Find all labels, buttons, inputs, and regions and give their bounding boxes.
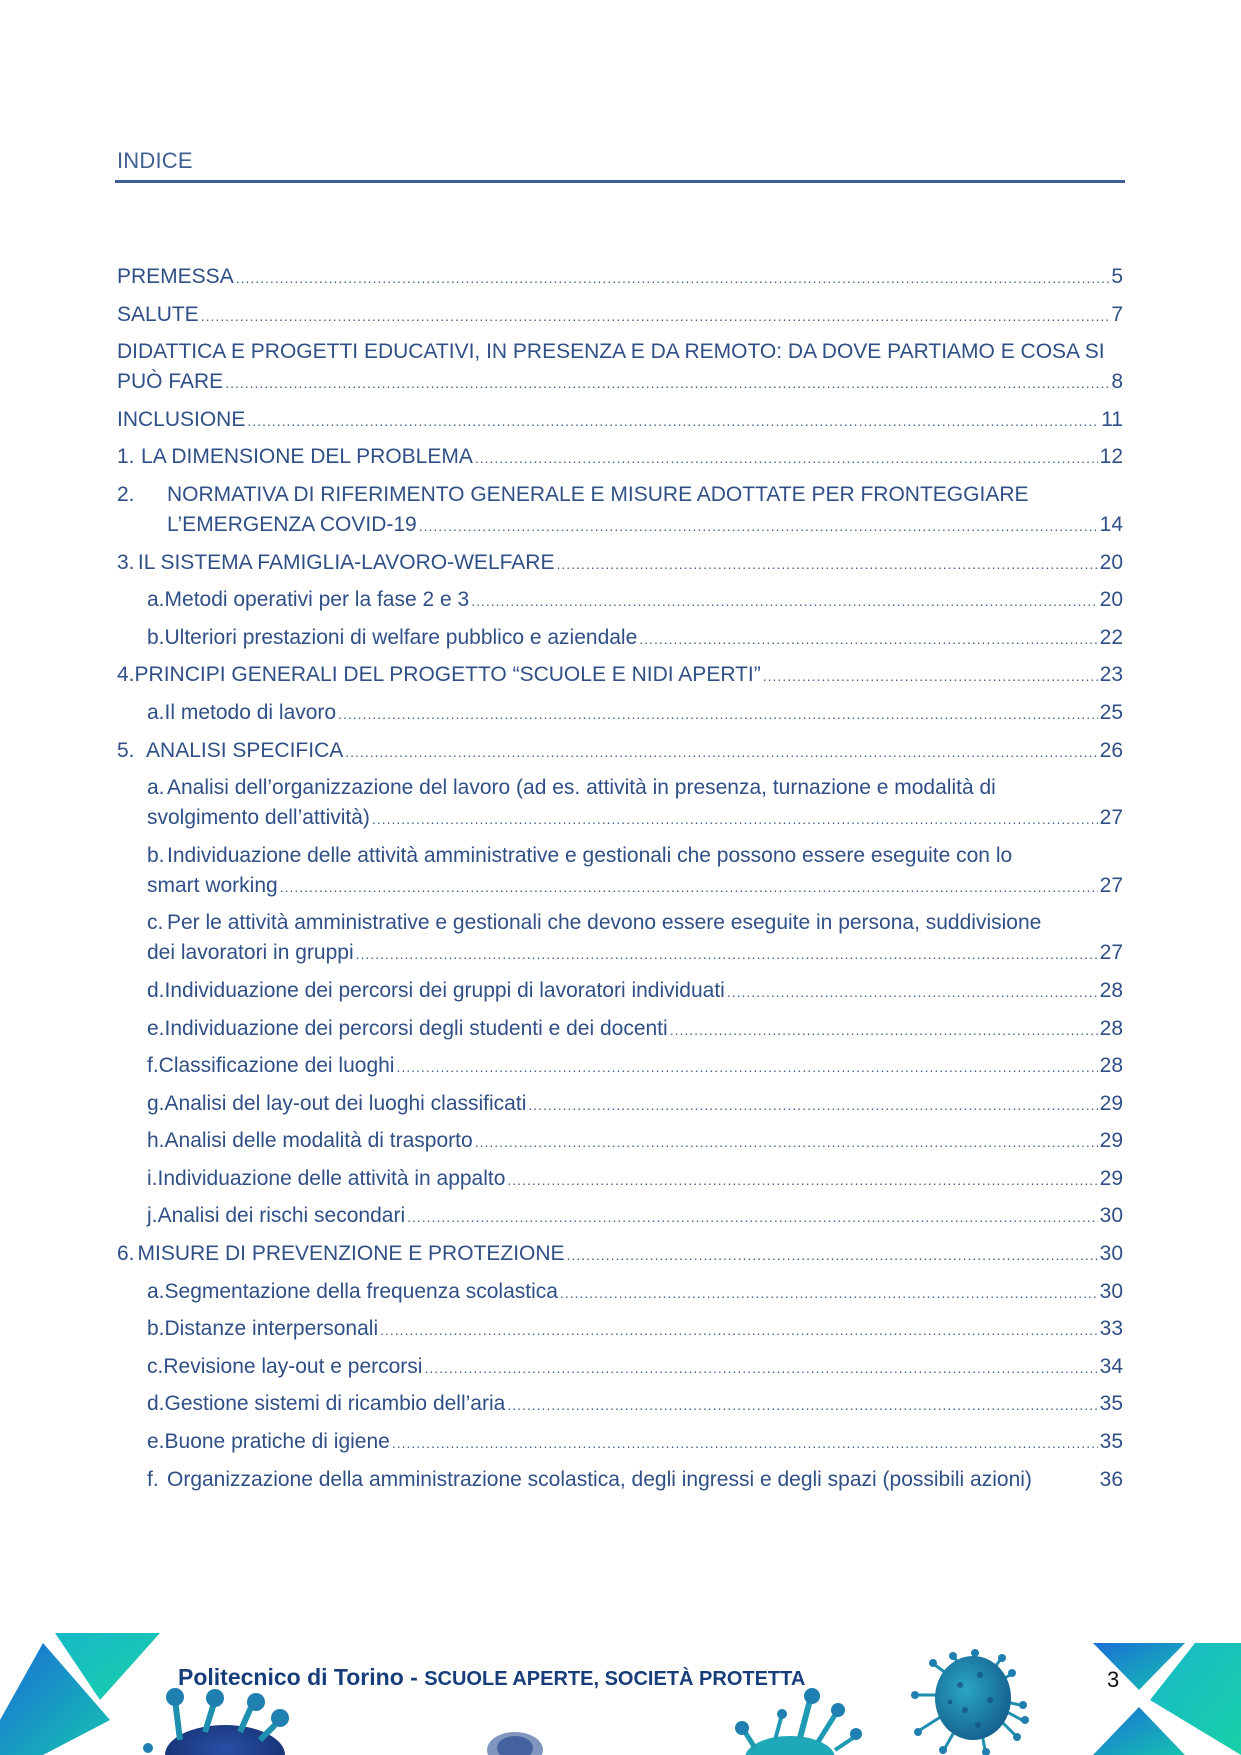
dot-leader: [507, 1165, 1097, 1195]
toc-entry-page: 5: [1111, 265, 1123, 288]
toc-entry[interactable]: [117, 442, 1123, 473]
toc-entry[interactable]: [117, 736, 1123, 767]
toc-entry[interactable]: [117, 1277, 1123, 1308]
toc-entry-page: 29: [1099, 1091, 1123, 1115]
toc-entry-page: 30: [1099, 1242, 1123, 1266]
toc-entry[interactable]: [117, 660, 1123, 691]
toc-entry[interactable]: [117, 1239, 1123, 1270]
toc-entry-title: Gestione sistemi di ricambio dell’aria: [164, 1392, 506, 1416]
toc-entry-number: e.: [147, 1430, 165, 1454]
toc-entry-title: svolgimento dell’attività): [147, 806, 370, 830]
toc-entry-number: f.: [147, 1054, 159, 1078]
toc-entry-title: INCLUSIONE: [117, 407, 246, 431]
toc-entry-title: L’EMERGENZA COVID-19: [167, 512, 417, 536]
footer-project: SCUOLE APERTE, SOCIETÀ PROTETTA: [424, 1668, 806, 1690]
toc-entry-title: Classificazione dei luoghi: [158, 1054, 395, 1078]
toc-entry[interactable]: [117, 1427, 1123, 1458]
toc-entry-page: 28: [1099, 1054, 1123, 1078]
toc-entry-title: IL SISTEMA FAMIGLIA-LAVORO-WELFARE: [137, 550, 555, 574]
toc-entry-number: a.: [147, 776, 165, 800]
toc-entry-title: Individuazione delle attività amministrative e gestionali che possono essere eseguite con lo: [167, 843, 1013, 867]
toc-entry-number: j.: [147, 1204, 158, 1228]
virus-icon: [487, 1732, 543, 1755]
toc-entry-page: 20: [1099, 550, 1123, 574]
toc-entry-title: Revisione lay-out e percorsi: [163, 1354, 423, 1378]
toc-entry-page: 12: [1099, 445, 1123, 469]
toc-entry-title: Analisi dei rischi secondari: [157, 1204, 406, 1228]
toc-entry-page: 25: [1099, 700, 1123, 724]
footer-org: Politecnico di Torino -: [178, 1664, 425, 1690]
toc-entry[interactable]: [117, 1051, 1123, 1082]
toc-entry[interactable]: [117, 300, 1123, 331]
page-number: 3: [1107, 1667, 1120, 1692]
toc-entry[interactable]: [117, 1126, 1123, 1157]
toc-entry-number: 2.: [117, 482, 135, 506]
dot-leader: [236, 263, 1110, 293]
toc-entry-page: 27: [1099, 806, 1123, 830]
toc-entry-number: c.: [147, 911, 164, 935]
toc-entry-title: Segmentazione della frequenza scolastica: [164, 1279, 558, 1303]
toc-entry[interactable]: [117, 262, 1123, 293]
dot-leader: [372, 804, 1098, 834]
toc-entry-page: 20: [1099, 588, 1123, 612]
toc-entry-number: 5.: [117, 738, 135, 762]
dot-leader: [419, 511, 1098, 541]
geometric-triangles-left-icon: [0, 1633, 160, 1755]
toc-entry[interactable]: [117, 1164, 1123, 1195]
toc-entry[interactable]: [117, 976, 1123, 1007]
toc-entry-title: PRINCIPI GENERALI DEL PROGETTO “SCUOLE E NIDI APERTI”: [134, 663, 761, 687]
toc-entry-number: c.: [147, 1354, 164, 1378]
toc-entry[interactable]: [117, 773, 1123, 834]
virus-icon: [735, 1688, 862, 1755]
toc-entry-title: Analisi delle modalità di trasporto: [164, 1129, 473, 1153]
toc-entry[interactable]: [117, 1314, 1123, 1345]
toc-entry-number: f.: [147, 1467, 159, 1491]
toc-entry-page: 29: [1099, 1129, 1123, 1153]
toc-entry[interactable]: [117, 480, 1123, 541]
toc-entry-title: ANALISI SPECIFICA: [146, 738, 344, 762]
toc-entry-title: Individuazione delle attività in appalto: [157, 1166, 506, 1190]
toc-entry-title: dei lavoratori in gruppi: [147, 941, 354, 965]
footer-title: [178, 1664, 805, 1691]
toc-entry[interactable]: [117, 405, 1123, 436]
toc-entry[interactable]: [117, 1352, 1123, 1383]
dot-leader: [507, 1390, 1097, 1420]
toc-entry[interactable]: [117, 337, 1123, 398]
toc-entry-number: 4.: [117, 663, 135, 687]
toc-entry[interactable]: [117, 1389, 1123, 1420]
toc-entry-page: 30: [1099, 1204, 1123, 1228]
toc-entry-number: 1.: [117, 445, 135, 469]
toc-entry-title: Il metodo di lavoro: [164, 700, 337, 724]
toc-entry-page: 8: [1111, 370, 1123, 394]
toc-entry-number: a.: [147, 700, 165, 724]
dot-leader: [670, 1015, 1098, 1045]
toc-entry-page: 11: [1101, 407, 1123, 431]
toc-entry-title: PUÒ FARE: [117, 370, 224, 394]
dot-leader: [471, 586, 1097, 616]
toc-entry-number: g.: [147, 1091, 165, 1115]
toc-entry[interactable]: [117, 1201, 1123, 1232]
dot-leader: [475, 1127, 1098, 1157]
toc-heading: INDICE: [117, 148, 193, 173]
dot-leader: [424, 1353, 1097, 1383]
dot-leader: [396, 1052, 1097, 1082]
heading-rule: [115, 180, 1125, 183]
toc-entry[interactable]: [117, 548, 1123, 579]
toc-entry-page: 26: [1099, 738, 1123, 762]
dot-leader: [280, 872, 1098, 902]
toc-entry-number: b.: [147, 843, 165, 867]
toc-entry-title: Individuazione dei percorsi degli studenti e dei docenti: [164, 1016, 668, 1040]
dot-leader: [763, 661, 1098, 691]
toc-entry-page: 14: [1099, 512, 1123, 536]
toc-entry[interactable]: [117, 623, 1123, 654]
toc-entry[interactable]: [117, 908, 1123, 969]
toc-entry-page: 27: [1099, 873, 1123, 897]
dot-leader: [560, 1278, 1098, 1308]
toc-entry-title: Distanze interpersonali: [164, 1317, 379, 1341]
toc-entry-title: MISURE DI PREVENZIONE E PROTEZIONE: [137, 1242, 565, 1266]
dot-leader: [639, 624, 1097, 654]
toc-entry-title: smart working: [147, 873, 278, 897]
toc-entry-number: d.: [147, 1392, 165, 1416]
toc-entry[interactable]: [117, 841, 1123, 902]
toc-entry[interactable]: [117, 1089, 1123, 1120]
toc-entry-title: Per le attività amministrative e gestionali che devono essere eseguite in persona, suddivisione: [167, 911, 1042, 935]
dot-leader: [338, 699, 1098, 729]
toc-entry-page: 30: [1099, 1279, 1123, 1303]
toc-entry-page: 29: [1099, 1166, 1123, 1190]
dot-leader: [556, 549, 1097, 579]
dot-leader: [345, 737, 1097, 767]
dot-leader: [247, 406, 1099, 436]
toc-entry-title: LA DIMENSIONE DEL PROBLEMA: [141, 445, 473, 469]
dot-leader: [567, 1240, 1098, 1270]
toc-entry-page: 23: [1099, 663, 1123, 687]
toc-entry[interactable]: [117, 1465, 1123, 1495]
toc-entry-number: e.: [147, 1016, 165, 1040]
toc-entry-title: SALUTE: [117, 302, 199, 326]
dot-leader: [475, 443, 1098, 473]
toc-entry-title: Ulteriori prestazioni di welfare pubblico e aziendale: [164, 625, 638, 649]
toc-entry-title: PREMESSA: [117, 265, 234, 288]
toc-entry-title: Buone pratiche di igiene: [164, 1430, 390, 1454]
dot-leader: [356, 939, 1098, 969]
toc-entry-title: DIDATTICA E PROGETTI EDUCATIVI, IN PRESENZA E DA REMOTO: DA DOVE PARTIAMO E COSA SI: [117, 340, 1105, 364]
toc-entry-number: h.: [147, 1129, 165, 1153]
virus-icon: [911, 1649, 1029, 1755]
toc-entry-title: Individuazione dei percorsi dei gruppi di lavoratori individuati: [164, 978, 725, 1002]
dot-leader: [727, 977, 1098, 1007]
toc-entry-number: 3.: [117, 550, 135, 574]
toc-entry-page: 33: [1099, 1317, 1123, 1341]
dot-leader: [201, 301, 1110, 331]
dot-leader: [225, 368, 1109, 398]
geometric-triangles-right-icon: [1093, 1643, 1241, 1755]
toc-entry-number: 6.: [117, 1242, 135, 1266]
toc-entry-page: 36: [1099, 1467, 1123, 1491]
toc-entry-page: 7: [1111, 302, 1123, 326]
toc-entry[interactable]: [117, 585, 1123, 616]
toc-entry-page: 22: [1099, 625, 1123, 649]
dot-leader: [392, 1428, 1098, 1458]
toc-entry-page: 28: [1099, 978, 1123, 1002]
dot-leader: [407, 1202, 1098, 1232]
footer-decoration: [0, 1630, 1241, 1755]
toc-entry[interactable]: [117, 698, 1123, 729]
toc-entry-page: 28: [1099, 1016, 1123, 1040]
table-of-contents: [117, 262, 1123, 1501]
toc-entry-number: a.: [147, 588, 165, 612]
toc-entry-page: 34: [1099, 1354, 1123, 1378]
toc-entry-page: 27: [1099, 941, 1123, 965]
toc-entry-page: 35: [1099, 1430, 1123, 1454]
toc-entry-number: b.: [147, 1317, 165, 1341]
toc-entry-title: Organizzazione della amministrazione scolastica, degli ingressi e degli spazi (possibili azioni): [167, 1467, 1032, 1491]
toc-entry-number: b.: [147, 625, 165, 649]
toc-entry-page: 35: [1099, 1392, 1123, 1416]
dot-leader: [528, 1090, 1097, 1120]
toc-entry-title: NORMATIVA DI RIFERIMENTO GENERALE E MISURE ADOTTATE PER FRONTEGGIARE: [167, 482, 1029, 506]
toc-entry-number: a.: [147, 1279, 165, 1303]
toc-entry-number: d.: [147, 978, 165, 1002]
virus-icon: [143, 1688, 289, 1755]
toc-entry-title: Analisi dell’organizzazione del lavoro (ad es. attività in presenza, turnazione e modalità di: [167, 776, 996, 800]
dot-leader: [380, 1315, 1098, 1345]
toc-entry[interactable]: [117, 1014, 1123, 1045]
toc-entry-title: Metodi operativi per la fase 2 e 3: [164, 588, 470, 612]
toc-entry-number: i.: [147, 1166, 158, 1190]
toc-entry-title: Analisi del lay-out dei luoghi classificati: [164, 1091, 527, 1115]
